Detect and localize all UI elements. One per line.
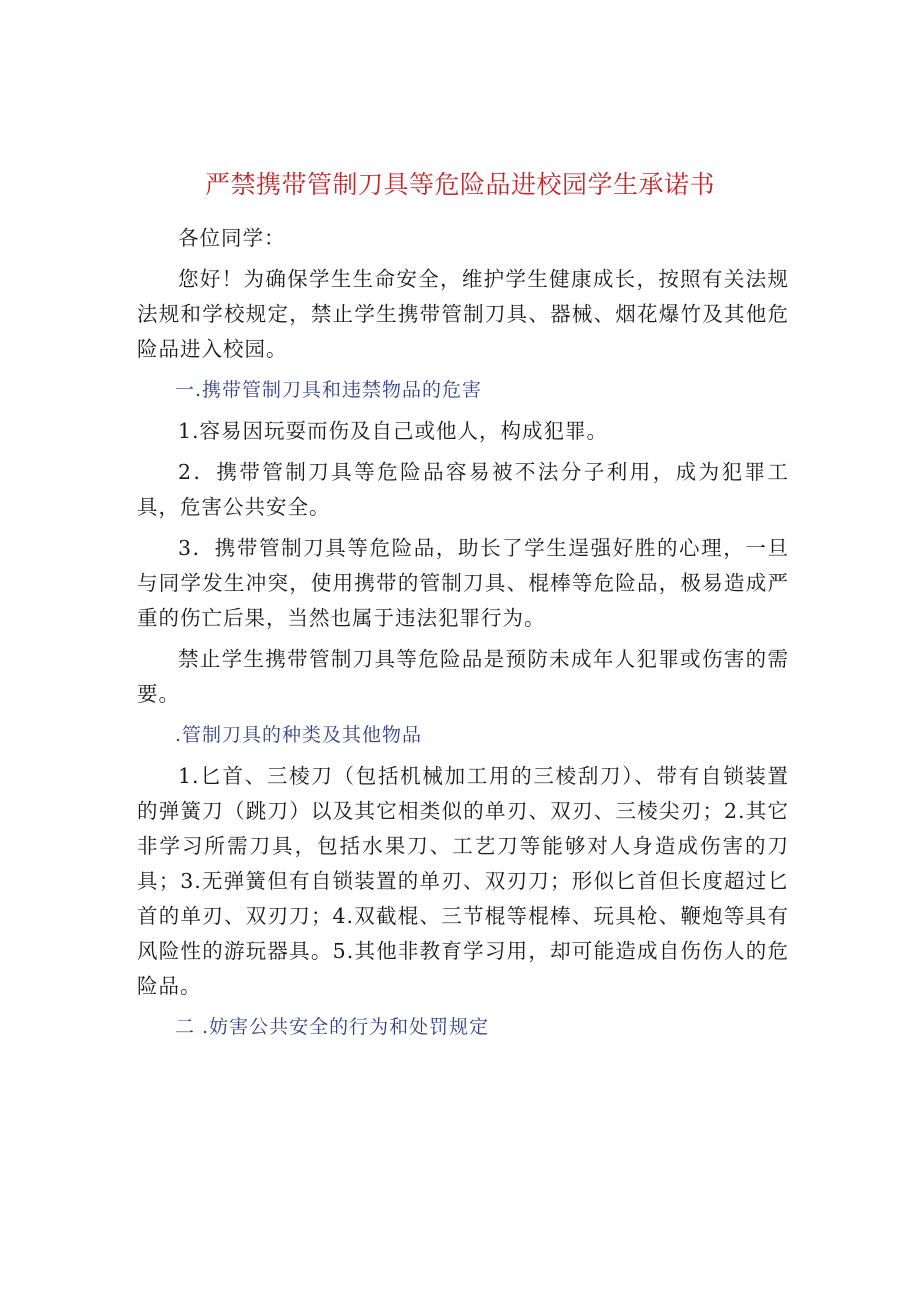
- hazard-item-2: 2．携带管制刀具等危险品容易被不法分子利用，成为犯罪工具，危害公共安全。: [137, 460, 789, 519]
- hazard-item-1: 1.容易因玩耍而伤及自己或他人，构成犯罪。: [178, 419, 609, 443]
- hazard-conclusion: 禁止学生携带管制刀具等危险品是预防未成年人犯罪或伤害的需要。: [137, 647, 789, 706]
- section-heading-knife-types: .管制刀具的种类及其他物品: [175, 724, 423, 746]
- section-heading-penalties: 二 .妨害公共安全的行为和处罚规定: [175, 1016, 490, 1038]
- intro-paragraph: 您好！为确保学生生命安全，维护学生健康成长，按照有关法规法规和学校规定，禁止学生携带管制刀具、器械、烟花爆竹及其他危险品进入校园。: [137, 267, 789, 361]
- document-body: [137, 221, 789, 1051]
- section-heading-hazards: 一.携带管制刀具和违禁物品的危害: [175, 379, 483, 401]
- document-title: 严禁携带管制刀具等危险品进校园学生承诺书: [204, 170, 715, 199]
- hazard-item-3: 3．携带管制刀具等危险品，助长了学生逞强好胜的心理，一旦与同学发生冲突，使用携带的管制刀具、棍棒等危险品，极易造成严重的伤亡后果，当然也属于违法犯罪行为。: [137, 536, 789, 630]
- salutation: 各位同学：: [178, 226, 286, 250]
- knife-types-paragraph: 1.匕首、三棱刀（包括机械加工用的三棱刮刀）、带有自锁装置的弹簧刀（跳刀）以及其它相类似的单刃、双刃、三棱尖刃；2.其它非学习所需刀具，包括水果刀、工艺刀等能够对人身造成伤害的刀具；3.无弹簧但有自锁装置的单刃、双刃刀；形似匕首但长度超过匕首的单刃、双刃刀；4.双截棍、三节棍等棍棒、玩具枪、鞭炮等具有风险性的游玩器具。5.其他非教育学习用，却可能造成自伤伤人的危险品。: [137, 764, 789, 998]
